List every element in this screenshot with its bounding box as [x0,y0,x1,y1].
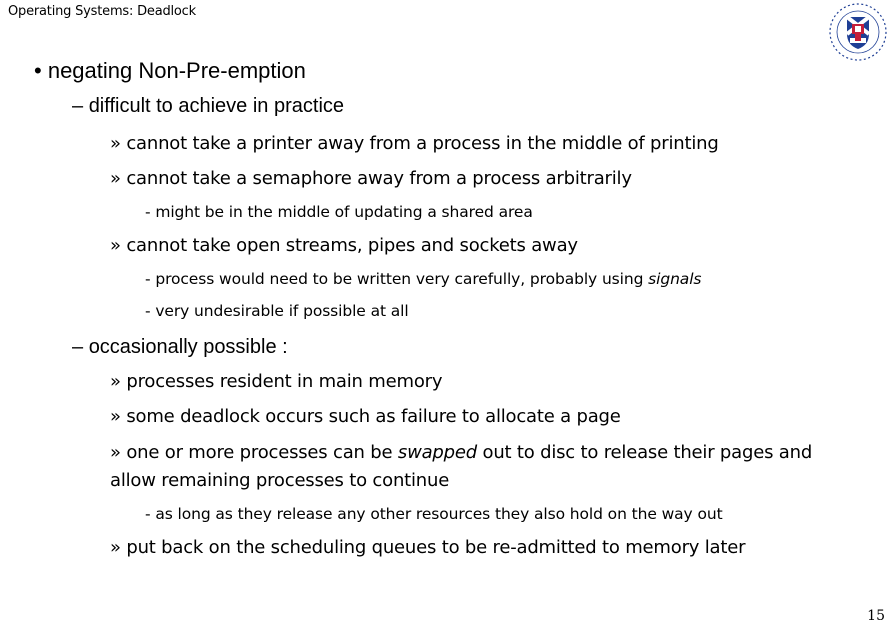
university-crest-logo [828,2,888,62]
subpoint-difficult-in-practice [72,95,344,118]
detail-emphasis-signals: signals [648,270,702,288]
item-text: one or more processes can be [126,442,398,463]
subpoint-text: occasionally possible : [88,336,288,358]
item-marker: » [110,168,121,189]
item-marker: » [110,537,121,558]
detail-marker: - [145,270,151,288]
detail-undesirable [145,302,409,320]
item-marker: » [110,371,121,392]
item-printer [110,133,719,154]
detail-text: as long as they release any other resources they also hold on the way out [155,505,723,523]
detail-shared-area [145,203,533,221]
item-streams-pipes-sockets [110,235,578,256]
item-swapped-out [110,439,830,495]
subpoint-text: difficult to achieve in practice [88,95,345,117]
item-emphasis-swapped: swapped [397,442,477,463]
detail-release-resources [145,505,723,523]
item-text-continued: out to disc to release their pages and allow remaining processes to continue [110,442,813,491]
detail-marker: - [145,203,151,221]
item-page-allocation-failure [110,406,621,427]
detail-marker: - [145,302,151,320]
detail-marker: - [145,505,151,523]
item-text: cannot take a printer away from a process in the middle of printing [126,133,719,154]
slide-header-title: Operating Systems: Deadlock [8,4,196,19]
detail-signals [145,270,701,288]
detail-text: very undesirable if possible at all [155,302,409,320]
item-semaphore [110,168,632,189]
dash-marker: – [72,95,84,117]
item-marker: » [110,133,121,154]
bullet-text: negating Non-Pre-emption [47,58,306,83]
item-marker: » [110,442,121,463]
item-marker: » [110,406,121,427]
item-scheduling-queues [110,537,745,558]
item-text: put back on the scheduling queues to be re-admitted to memory later [126,537,746,558]
item-text: cannot take a semaphore away from a process arbitrarily [126,168,632,189]
dash-marker: – [72,336,84,358]
subpoint-occasionally-possible [72,336,288,359]
item-text: processes resident in main memory [126,371,443,392]
bullet-negating-non-pre-emption [34,58,306,84]
detail-text: might be in the middle of updating a shared area [155,203,533,221]
item-text: cannot take open streams, pipes and sockets away [126,235,578,256]
item-marker: » [110,235,121,256]
bullet-marker: • [34,58,42,83]
item-resident-memory [110,371,442,392]
item-text: some deadlock occurs such as failure to allocate a page [126,406,621,427]
page-number: 15 [867,608,885,624]
detail-text: process would need to be written very carefully, probably using [155,270,649,288]
